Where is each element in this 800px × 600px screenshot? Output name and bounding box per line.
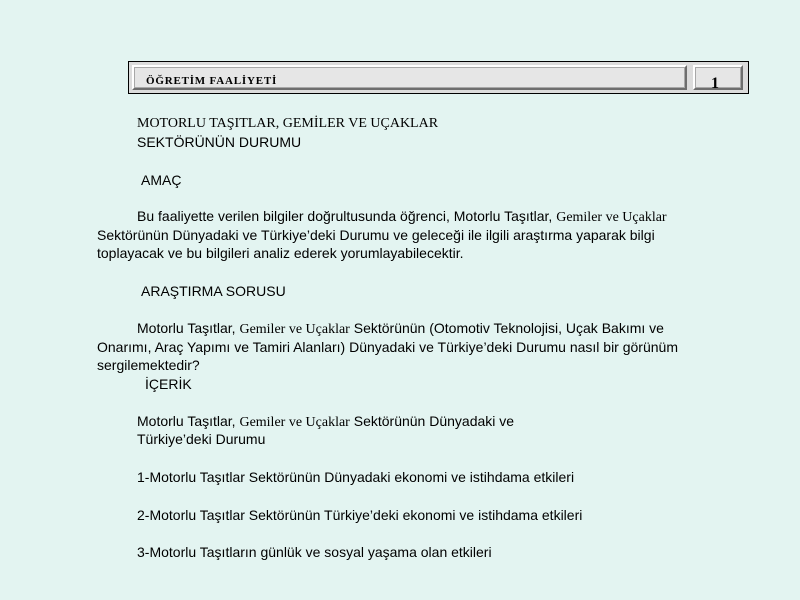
arastirma-line1-a: Motorlu Taşıtlar, xyxy=(137,320,236,336)
header-title: ÖĞRETİM FAALİYETİ xyxy=(146,75,278,87)
header-number-box xyxy=(693,65,743,90)
amac-line1 xyxy=(137,207,667,227)
icerik-line1-c: Sektörünün Dünyadaki ve xyxy=(353,413,515,429)
subject-title-line1: MOTORLU TAŞITLAR, GEMİLER VE UÇAKLAR xyxy=(137,116,439,131)
icerik-item-2: 2-Motorlu Taşıtlar Sektörünün Türkiye’deki ekonomi ve istihdama etkileri xyxy=(137,507,583,523)
icerik-heading: İÇERİK xyxy=(145,376,192,392)
subject-title-line2: SEKTÖRÜNÜN DURUMU xyxy=(137,134,302,150)
arastirma-line1-b: Gemiler ve Uçaklar xyxy=(239,322,350,337)
arastirma-line1-c: Sektörünün (Otomotiv Teknolojisi, Uçak Bakımı ve xyxy=(353,320,664,336)
icerik-line2: Türkiye’deki Durumu xyxy=(137,431,266,447)
icerik-item-3: 3-Motorlu Taşıtların günlük ve sosyal yaşama olan etkileri xyxy=(137,544,492,560)
icerik-line1-a: Motorlu Taşıtlar, xyxy=(137,413,236,429)
amac-heading: AMAÇ xyxy=(141,172,182,188)
arastirma-line1 xyxy=(137,319,664,339)
activity-number: 1 xyxy=(711,75,719,92)
arastirma-line2: Onarımı, Araç Yapımı ve Tamiri Alanları) Dünyadaki ve Türkiye’deki Durumu nasıl bir görünüm xyxy=(97,339,678,355)
amac-line1-a: Bu faaliyette verilen bilgiler doğrultusunda öğrenci, Motorlu Taşıtlar, xyxy=(137,208,553,224)
icerik-line1 xyxy=(137,412,514,432)
icerik-line1-b: Gemiler ve Uçaklar xyxy=(239,415,350,430)
icerik-item-1: 1-Motorlu Taşıtlar Sektörünün Dünyadaki ekonomi ve istihdama etkileri xyxy=(137,469,575,485)
amac-line1-b: Gemiler ve Uçaklar xyxy=(556,210,667,225)
amac-line3: toplayacak ve bu bilgileri analiz ederek yorumlayabilecektir. xyxy=(97,245,464,261)
arastirma-heading: ARAŞTIRMA SORUSU xyxy=(141,283,286,299)
arastirma-line3: sergilemektedir? xyxy=(97,357,200,373)
amac-line2: Sektörünün Dünyadaki ve Türkiye’deki Durumu ve geleceği ile ilgili araştırma yaparak bilgi xyxy=(97,227,655,243)
header-title-box xyxy=(132,65,687,90)
activity-header xyxy=(128,61,749,94)
